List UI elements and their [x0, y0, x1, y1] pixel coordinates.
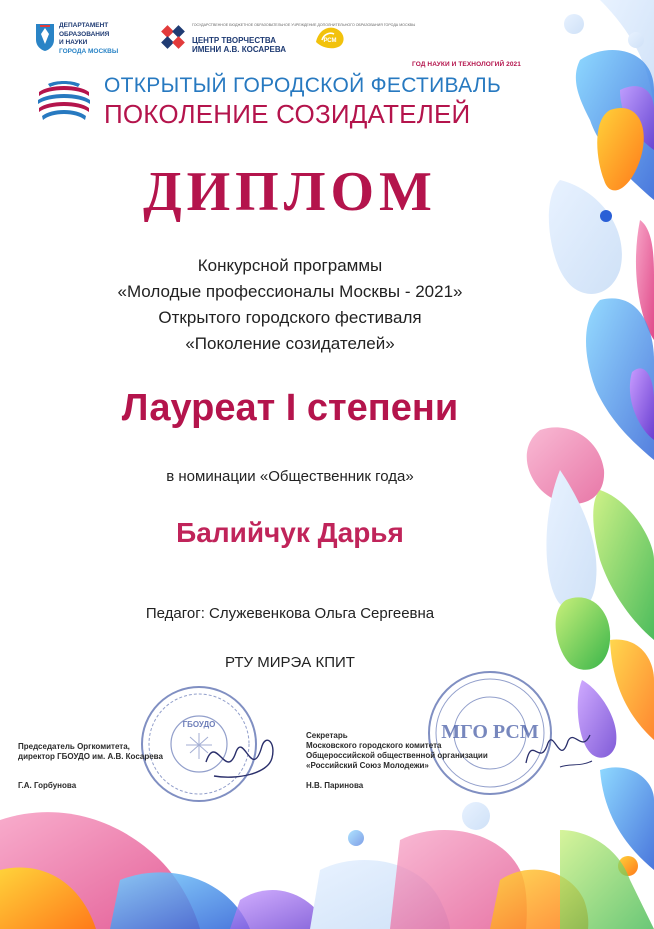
- signatory-title-line: Секретарь: [306, 731, 348, 740]
- organization-name: РТУ МИРЭА КПИТ: [225, 654, 355, 671]
- left-signatory-name: Г.А. Горбунова: [18, 781, 77, 790]
- signatory-title-line: Общероссийской общественной организации: [306, 751, 488, 760]
- department-line: ОБРАЗОВАНИЯ: [59, 30, 110, 38]
- festival-emblem-icon: [34, 72, 94, 132]
- recipient-name: Балийчук Дарья: [176, 517, 404, 548]
- creativity-center-mark-icon: [160, 24, 186, 50]
- program-line: Конкурсной программы: [197, 256, 383, 275]
- program-description: [40, 253, 540, 357]
- creativity-center-fine-print: ГОСУДАРСТВЕННОЕ БЮДЖЕТНОЕ ОБРАЗОВАТЕЛЬНОЕ УЧРЕЖДЕНИЕ ДОПОЛНИТЕЛЬНОГО ОБРАЗОВАНИЯ ГОРОДА МОСКВЫ: [192, 23, 416, 27]
- right-stamp-text: МГО РСМ: [441, 721, 539, 743]
- signatory-title-line: «Российский Союз Молодежи»: [306, 761, 429, 770]
- right-signature-icon: [520, 723, 600, 779]
- left-signature-icon: [196, 722, 286, 792]
- diploma-title: ДИПЛОМ: [143, 161, 437, 223]
- department-line: ДЕПАРТАМЕНТ: [59, 22, 109, 29]
- teacher-name: Педагог: Служевенкова Ольга Сергеевна: [145, 605, 435, 622]
- department-logo: [34, 20, 134, 56]
- year-label: ГОД НАУКИ И ТЕХНОЛОГИЙ 2021: [412, 61, 521, 68]
- festival-name-line1: ОТКРЫТЫЙ ГОРОДСКОЙ ФЕСТИВАЛЬ: [104, 74, 502, 97]
- program-line: «Поколение созидателей»: [185, 334, 395, 353]
- department-line: И НАУКИ: [59, 39, 88, 46]
- program-line: «Молодые профессионалы Москвы - 2021»: [117, 282, 463, 301]
- moscow-crest-icon: [34, 22, 56, 52]
- creativity-center-name: ЦЕНТР ТВОРЧЕСТВА: [192, 36, 277, 45]
- program-line: Открытого городского фестиваля: [158, 308, 422, 327]
- rsm-logo-icon: [312, 24, 348, 52]
- signatory-title-line: директор ГБОУДО им. А.В. Косарева: [18, 752, 163, 761]
- left-stamp-text: ГБОУДО: [182, 720, 216, 729]
- left-signatory-title: [18, 742, 163, 762]
- rsm-logo-text: РСМ: [323, 38, 337, 44]
- signatory-title-line: Московского городского комитета: [306, 741, 442, 750]
- right-signatory-name: Н.В. Паринова: [306, 781, 364, 790]
- festival-name-line2: ПОКОЛЕНИЕ СОЗИДАТЕЛЕЙ: [104, 99, 471, 129]
- nomination: в номинации «Общественник года»: [166, 468, 414, 485]
- creativity-center-name-2: ИМЕНИ А.В. КОСАРЕВА: [192, 45, 287, 54]
- award-degree: Лауреат I степени: [121, 387, 459, 429]
- signatory-title-line: Председатель Оргкомитета,: [18, 742, 130, 751]
- right-signatory-title: [306, 731, 488, 771]
- department-line: ГОРОДА МОСКВЫ: [59, 47, 119, 55]
